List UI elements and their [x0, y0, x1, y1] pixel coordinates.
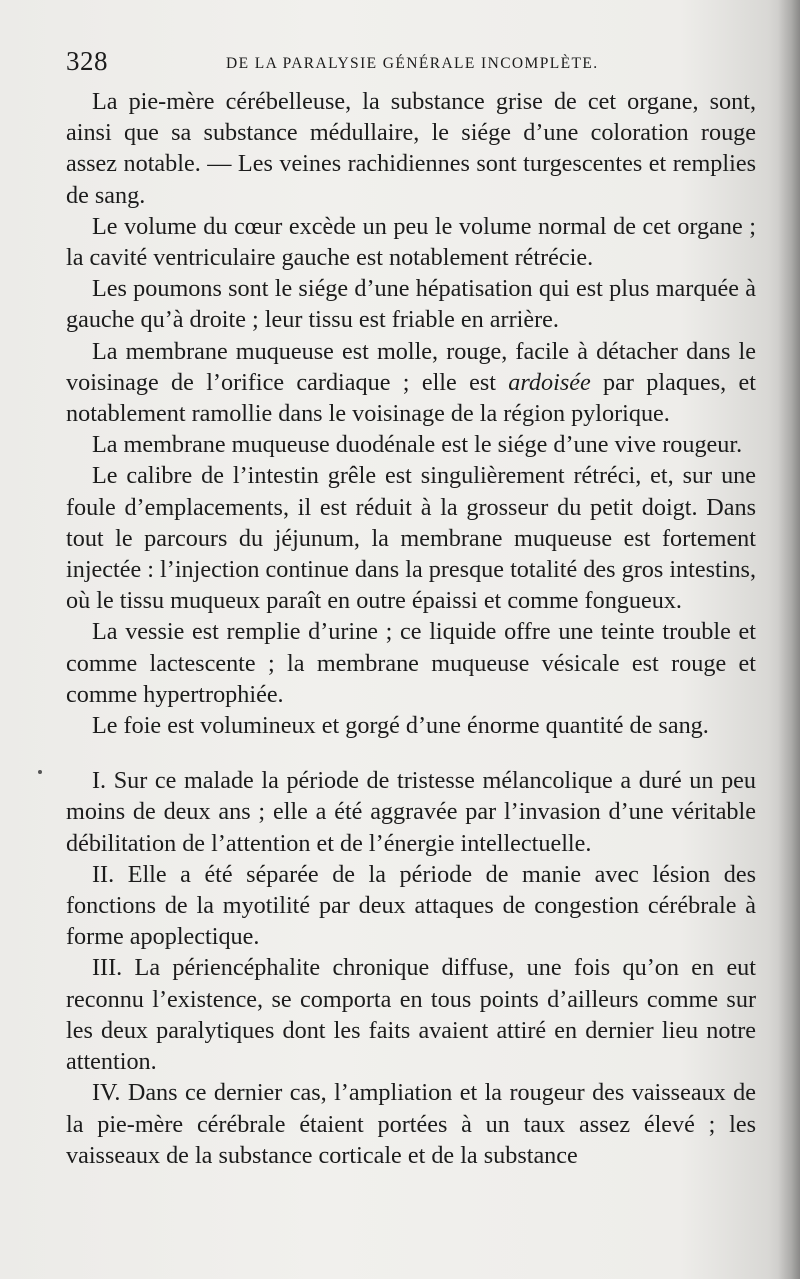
paragraph: Le calibre de l’intestin grêle est singulièrement rétréci, et, sur une foule d’emplacements, il est réduit à la grosseur du petit doigt. Dans tout le parcours du jéjunum, la membrane muqueuse est fortement injectée : l’injection continue dans la presque totalité des gros intestins, où le tissu muqueux paraît en outre épaissi et comme fongueux.: [66, 462, 756, 615]
remark-paragraph: III. La périencéphalite chronique diffuse, une fois qu’on en eut reconnu l’existence, se comporta en tous points d’ailleurs comme sur les deux paralytiques dont les faits avaient attiré en dernier lieu notre attention.: [66, 954, 756, 1076]
paragraph: Les poumons sont le siége d’une hépatisation qui est plus marquée à gauche qu’à droite ; leur tissu est friable en arrière.: [66, 275, 756, 334]
section-gap: [66, 741, 756, 765]
paragraph: [66, 336, 756, 430]
page-body: [66, 86, 756, 1171]
paragraph: La membrane muqueuse duodénale est le siége d’une vive rougeur.: [92, 431, 743, 459]
remark-paragraph: II. Elle a été séparée de la période de manie avec lésion des fonctions de la myotilité par deux attaques de congestion cérébrale à forme apoplectique.: [66, 860, 756, 951]
page-number: 328: [66, 46, 108, 76]
remark-paragraph: IV. Dans ce dernier cas, l’ampliation et la rougeur des vaisseaux de la pie-mère cérébrale étaient portées à un taux assez élevé ; les vaisseaux de la substance corticale et de la substance: [66, 1079, 756, 1169]
remark-paragraph: I. Sur ce malade la période de tristesse mélancolique a duré un peu moins de deux ans ; elle a été aggravée par l’invasion d’une véritable débilitation de l’attention et de l’énergie intellectuelle.: [66, 767, 756, 857]
paragraph: Le volume du cœur excède un peu le volume normal de cet organe ; la cavité ventriculaire gauche est notablement rétrécie.: [66, 212, 756, 272]
paragraph: La pie-mère cérébelleuse, la substance grise de cet organe, sont, ainsi que sa substance médullaire, le siége d’une coloration rouge assez notable. — Les veines rachidiennes sont turgescentes et remplies de sang.: [66, 88, 756, 209]
running-title: DE LA PARALYSIE GÉNÉRALE INCOMPLÈTE.: [226, 55, 599, 72]
ink-speck: [38, 770, 42, 774]
italic-term: ardoisée: [508, 368, 591, 396]
paragraph-text: par plaques, et notablement ramollie dans le voisinage de la région pylorique.: [66, 368, 756, 428]
paragraph: La vessie est remplie d’urine ; ce liquide offre une teinte trouble et comme lactescente ; la membrane muqueuse vésicale est rouge et comme hypertrophiée.: [66, 618, 756, 708]
paragraph: Le foie est volumineux et gorgé d’une énorme quantité de sang.: [92, 712, 709, 740]
page-header: [66, 46, 756, 80]
page-gutter-shadow: [778, 0, 800, 1279]
paragraph-text: La membrane muqueuse est molle, rouge, facile à détacher dans le voisinage de l’orifice cardiaque ; elle est: [66, 337, 756, 396]
